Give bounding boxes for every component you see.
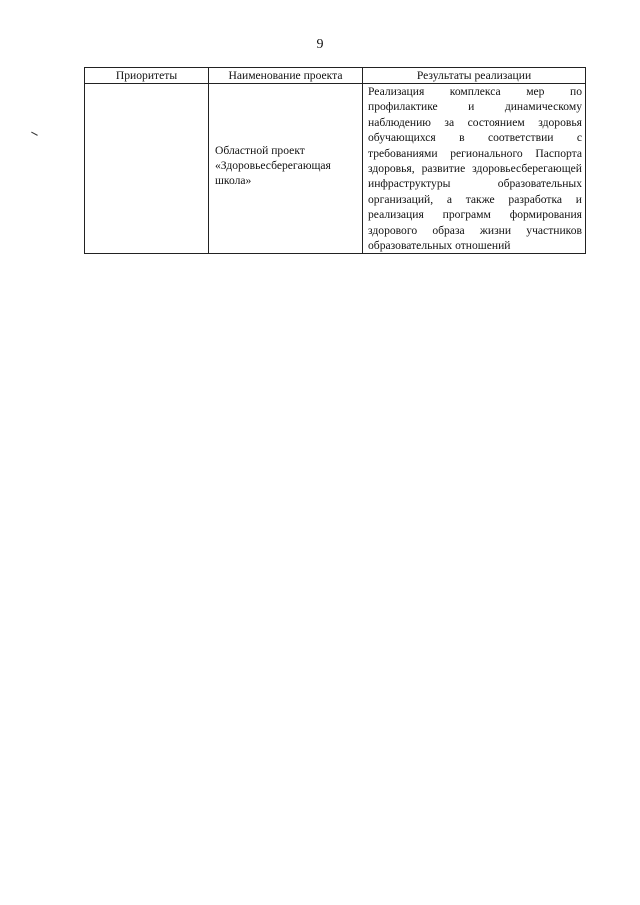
header-priorities: Приоритеты [85, 68, 209, 84]
projects-table [84, 67, 586, 254]
header-project-name: Наименование проекта [209, 68, 363, 84]
stray-pen-mark [29, 132, 38, 140]
page-number: 9 [316, 37, 324, 52]
cell-results: Реализация комплекса мер по профилактике и динамическому наблюдению за состоянием здоровья обучающихся в соответствии с требованиями регионального Паспорта здоровья, развитие здоровьесберегающей инфраструктуры образовательных организаций, а также разработка и реализация программ формирования здорового образа жизни участников образовательных отношений [363, 84, 586, 254]
project-name-line: «Здоровьесберегающая [215, 159, 331, 173]
project-name-line: школа» [215, 174, 252, 188]
cell-priorities [85, 84, 209, 254]
table-header-row [85, 68, 586, 84]
header-results: Результаты реализации [363, 68, 586, 84]
cell-project-name [209, 84, 363, 254]
table-row [85, 84, 586, 254]
project-name-line: Областной проект [215, 143, 305, 157]
